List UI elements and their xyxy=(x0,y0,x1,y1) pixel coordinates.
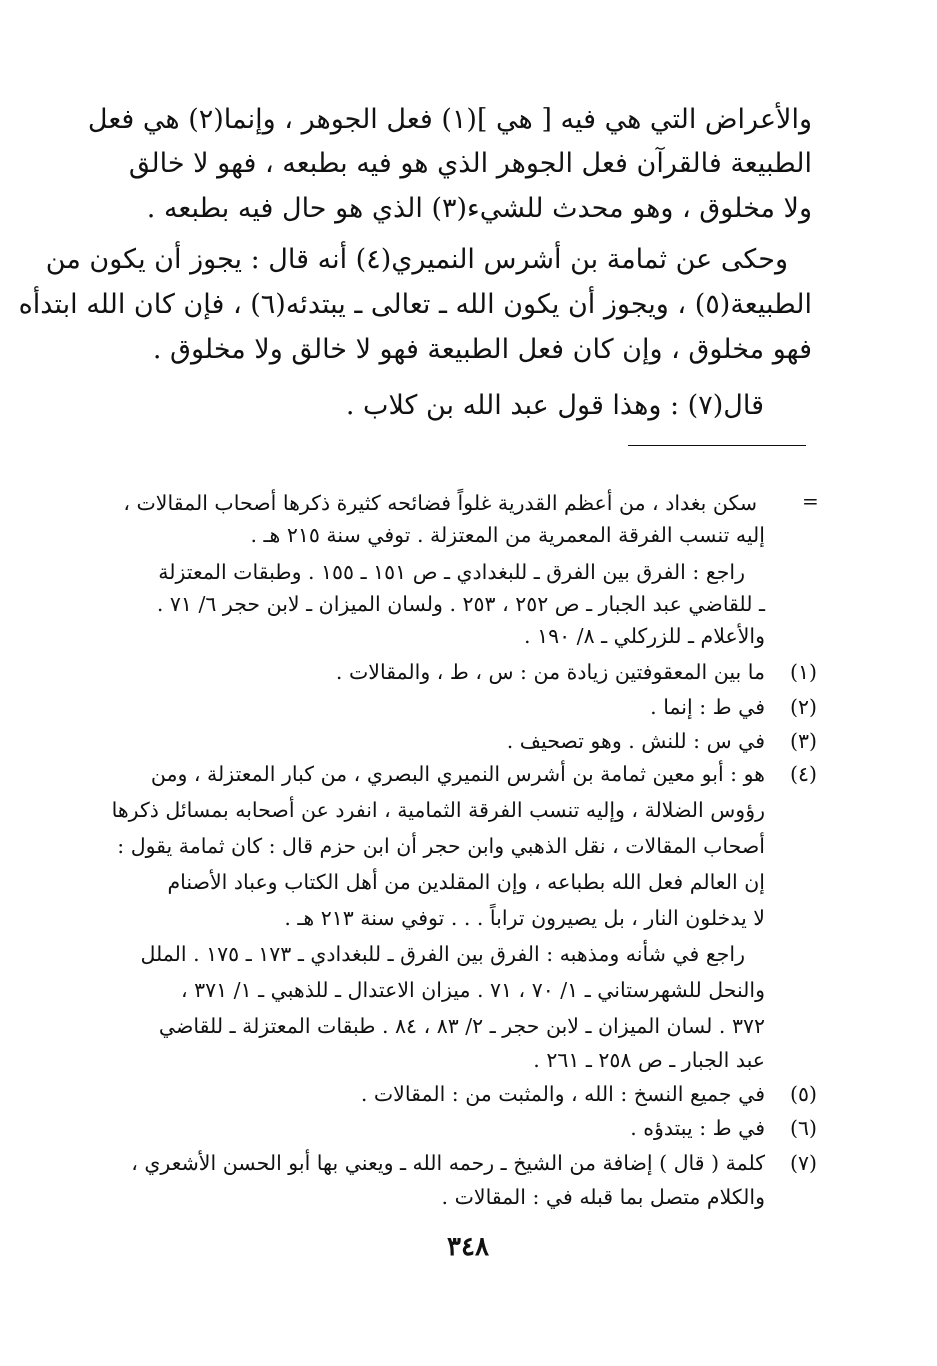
main-line: الطبيعة فالقرآن فعل الجوهر الذي هو فيه بطبعه ، فهو لا خالق xyxy=(128,148,812,179)
footnote-line: في جميع النسخ : الله ، والمثبت من : المقالات . xyxy=(360,1082,765,1106)
footnote-line: لا يدخلون النار ، بل يصيرون تراباً . . . توفي سنة ٢١٣ هـ . xyxy=(284,906,765,930)
footnote-line: والكلام متصل بما قبله في : المقالات . xyxy=(441,1185,765,1209)
footnote-line: راجع في شأنه ومذهبه : الفرق بين الفرق ـ للبغدادي ـ ١٧٣ ـ ١٧٥ . الملل xyxy=(140,942,745,966)
footnote-number: (٦) xyxy=(789,1116,817,1140)
footnote-line: سكن بغداد ، من أعظم القدرية غلواً فضائحه كثيرة ذكرها أصحاب المقالات ، xyxy=(123,491,757,515)
footnote-line: في ط : إنما . xyxy=(650,695,765,719)
footnote-line: إن العالم فعل الله بطباعه ، وإن المقلدين من أهل الكتاب وعباد الأصنام xyxy=(167,870,765,894)
footnote-line: والأعلام ـ للزركلي ـ ٨/ ١٩٠ . xyxy=(524,624,765,648)
footnote-line: عبد الجبار ـ ص ٢٥٨ ـ ٢٦١ . xyxy=(533,1048,765,1072)
main-line: وحكى عن ثمامة بن أشرس النميري(٤) أنه قال : يجوز أن يكون من xyxy=(45,244,788,275)
main-line: الطبيعة(٥) ، ويجوز أن يكون الله ـ تعالى ـ يبتدئه(٦) ، فإن كان الله ابتدأه xyxy=(18,289,812,320)
footnote-number: (٤) xyxy=(789,762,817,786)
footnote-number: (٥) xyxy=(789,1082,817,1106)
main-line: ولا مخلوق ، وهو محدث للشيء(٣) الذي هو حال فيه بطبعه . xyxy=(146,193,812,224)
continuation-mark: = xyxy=(802,489,819,513)
footnote-line: ـ للقاضي عبد الجبار ـ ص ٢٥٢ ، ٢٥٣ . ولسان الميزان ـ لابن حجر ٦/ ٧١ . xyxy=(156,592,765,616)
footnote-number: (٣) xyxy=(789,729,817,753)
footnote-line: أصحاب المقالات ، نقل الذهبي وابن حجر أن ابن حزم قال : كان ثمامة يقول : xyxy=(117,834,765,858)
footnote-line: هو : أبو معين ثمامة بن أشرس النميري البصري ، من كبار المعتزلة ، ومن xyxy=(150,762,765,786)
main-line: فهو مخلوق ، وإن كان فعل الطبيعة فهو لا خالق ولا مخلوق . xyxy=(152,334,812,365)
footnote-line: ٣٧٢ . لسان الميزان ـ لابن حجر ـ ٢/ ٨٣ ، ٨٤ . طبقات المعتزلة ـ للقاضي xyxy=(158,1014,765,1038)
main-line: قال(٧) : وهذا قول عبد الله بن كلاب . xyxy=(345,390,764,421)
footnote-line: إليه تنسب الفرقة المعمرية من المعتزلة . توفي سنة ٢١٥ هـ . xyxy=(250,523,765,547)
footnote-line: راجع : الفرق بين الفرق ـ للبغدادي ـ ص ١٥١ ـ ١٥٥ . وطبقات المعتزلة xyxy=(158,560,745,584)
footnote-separator xyxy=(628,445,806,446)
page-number: ٣٤٨ xyxy=(447,1232,489,1262)
footnote-line: كلمة ( قال ) إضافة من الشيخ ـ رحمه الله ـ ويعني بها أبو الحسن الأشعري ، xyxy=(131,1151,765,1175)
footnote-line: في س : للنش . وهو تصحيف . xyxy=(506,729,765,753)
footnote-line: ما بين المعقوفتين زيادة من : س ، ط ، والمقالات . xyxy=(335,660,765,684)
footnote-line: رؤوس الضلالة ، وإليه تنسب الفرقة الثمامية ، انفرد عن أصحابه بمسائل ذكرها xyxy=(111,798,765,822)
footnote-number: (٧) xyxy=(789,1151,817,1175)
footnote-number: (٢) xyxy=(789,695,817,719)
footnote-number: (١) xyxy=(789,660,817,684)
footnote-line: والنحل للشهرستاني ـ ١/ ٧٠ ، ٧١ . ميزان الاعتدال ـ للذهبي ـ ١/ ٣٧١ ، xyxy=(180,978,765,1002)
main-line: والأعراض التي هي فيه [ هي ](١) فعل الجوهر ، وإنما(٢) هي فعل xyxy=(87,104,812,135)
footnote-line: في ط : يبتدؤه . xyxy=(630,1116,765,1140)
